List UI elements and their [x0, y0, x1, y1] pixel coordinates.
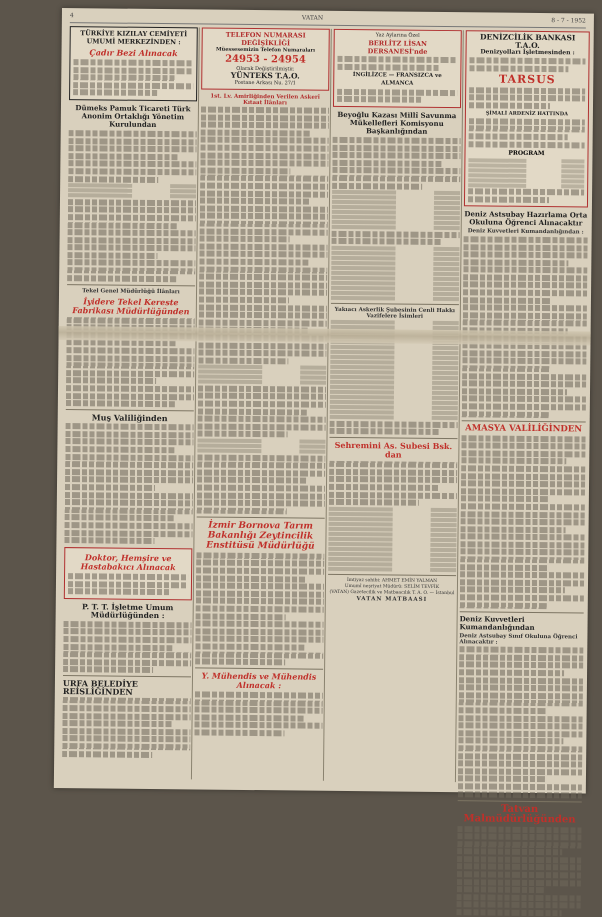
- tekel-subtitle: İyidere Tekel Kereste Fabrikası Müdürlüğünden: [72, 295, 190, 317]
- urfa-title: URFA BELEDİYE REİSLİĞİNDEN: [62, 678, 138, 698]
- berlitz-languages: İNGİLİZCE — FRANSIZCA ve ALMANCA: [352, 72, 442, 87]
- askeri-title: 1st. Lv. Amirliğinden Verilen Askerî Kıtaat İlânları: [210, 93, 320, 106]
- telefon-company: YÜNTEKS T.A.O.: [230, 70, 300, 81]
- telefon-title: TELEFON NUMARASI DEĞİŞİKLİĞİ: [225, 30, 306, 48]
- imprint-owner: İmtiyaz sahibi: AHMET EMİN YALMAN: [346, 577, 438, 584]
- page-number: 4: [69, 12, 74, 20]
- telefon-line1: Müessesemizin Telefon Numaraları: [216, 46, 316, 54]
- column-2: [194, 27, 330, 780]
- kuvvet-title: Deniz Kuvvetleri Kumandanlığından: [459, 613, 535, 632]
- newspaper-page: [54, 8, 594, 825]
- seyahat-heading: ŞİMALİ ARDENİZ HATTINDA: [485, 110, 569, 117]
- program-heading: PROGRAM: [508, 149, 545, 157]
- denizcilik-subtitle: Denizyolları İşletmesinden :: [480, 48, 575, 57]
- imprint: [328, 578, 456, 603]
- column-1: [62, 26, 198, 779]
- imprint-publisher: (VATAN) Gazetecilik ve Matbaacılık T. A. O. — İstanbul: [329, 589, 455, 596]
- tatvan-title: Tatvan Malmüdürlüğünden: [463, 803, 576, 825]
- telefon-address: Postane Arkası Nu. 27/1: [234, 79, 296, 87]
- berlitz-tag: Yaz Aylarına Özel: [375, 32, 420, 39]
- berlitz-ad: [333, 29, 462, 108]
- sehremini-title: Sehremini As. Subesi Bsk. dan: [334, 440, 453, 460]
- kizilay-subtitle: Çadır Bezi Alınacak: [89, 47, 178, 59]
- ptt-title: P. T. T. İşletme Umum Müdürlüğünden :: [82, 602, 174, 620]
- kizilay-ad: [69, 26, 198, 101]
- mus-title: Muş Valiliğinden: [91, 412, 168, 424]
- column-3: [326, 29, 462, 782]
- kuvvet-subtitle: Deniz Astsubay Sınıf Okuluna Öğrenci Alınacaktır :: [459, 632, 578, 646]
- column-4: [458, 30, 590, 825]
- pamuk-title: Dümeks Pamuk Ticareti Türk Anonim Ortaklığı Yönetim Kurulundan: [75, 103, 191, 129]
- page-date: 8 - 7 - 1952: [551, 17, 586, 25]
- muhendis-title: Y. Mühendis ve Mühendis Alınacak :: [201, 670, 317, 691]
- tekel-title: Tekel Genel Müdürlüğü İlânları: [82, 287, 180, 295]
- berlitz-title: BERLİTZ LİSAN DERSANESİ'nde: [367, 38, 428, 56]
- kizilay-title: TÜRKİYE KIZILAY CEMİYETİ UMUMİ MERKEZİNDEN :: [80, 29, 188, 47]
- doktor-title: Doktor, Hemşire ve Hastabakıcı Alınacak: [80, 552, 176, 573]
- telefon-line2: Olarak Değiştirilmiştir.: [236, 65, 295, 72]
- amasya-title: AMASYA VALİLİĞİNDEN: [465, 422, 583, 435]
- doktor-ad: [64, 547, 193, 600]
- imprint-director: Umumî neşriyat Müdürü: SELİM TEVFİK: [344, 583, 440, 590]
- tablo-title: Yakıacı Askerlik Şubesinin Cenli Hakkı Vazifelere İsimleri: [334, 306, 456, 320]
- telefon-number: 24953 - 24954: [225, 53, 306, 66]
- newspaper-name: VATAN: [301, 14, 324, 22]
- okul-subtitle: Deniz Kuvvetleri Kumandanlığından :: [467, 228, 584, 236]
- denizcilik-ad: [464, 30, 590, 208]
- okul-title: Deniz Astsubay Hazırlama Orta Okuluna Öğrenci Alınacaktır: [464, 209, 588, 228]
- imprint-press: VATAN MATBAASI: [356, 595, 428, 603]
- tarsus-heading: TARSUS: [498, 72, 556, 87]
- denizcilik-title: DENİZCİLİK BANKASI T.A.O.: [479, 32, 576, 51]
- izmir-title: İzmir Bornova Tarım Bakanlığı Zeytincilik Enstitüsü Müdürlüğü: [206, 520, 315, 552]
- telefon-ad: [201, 27, 330, 90]
- beyoglu-title: Beyoğlu Kazası Millî Savunma Mükellefleri Komisyonu Başkanlığından: [337, 109, 457, 136]
